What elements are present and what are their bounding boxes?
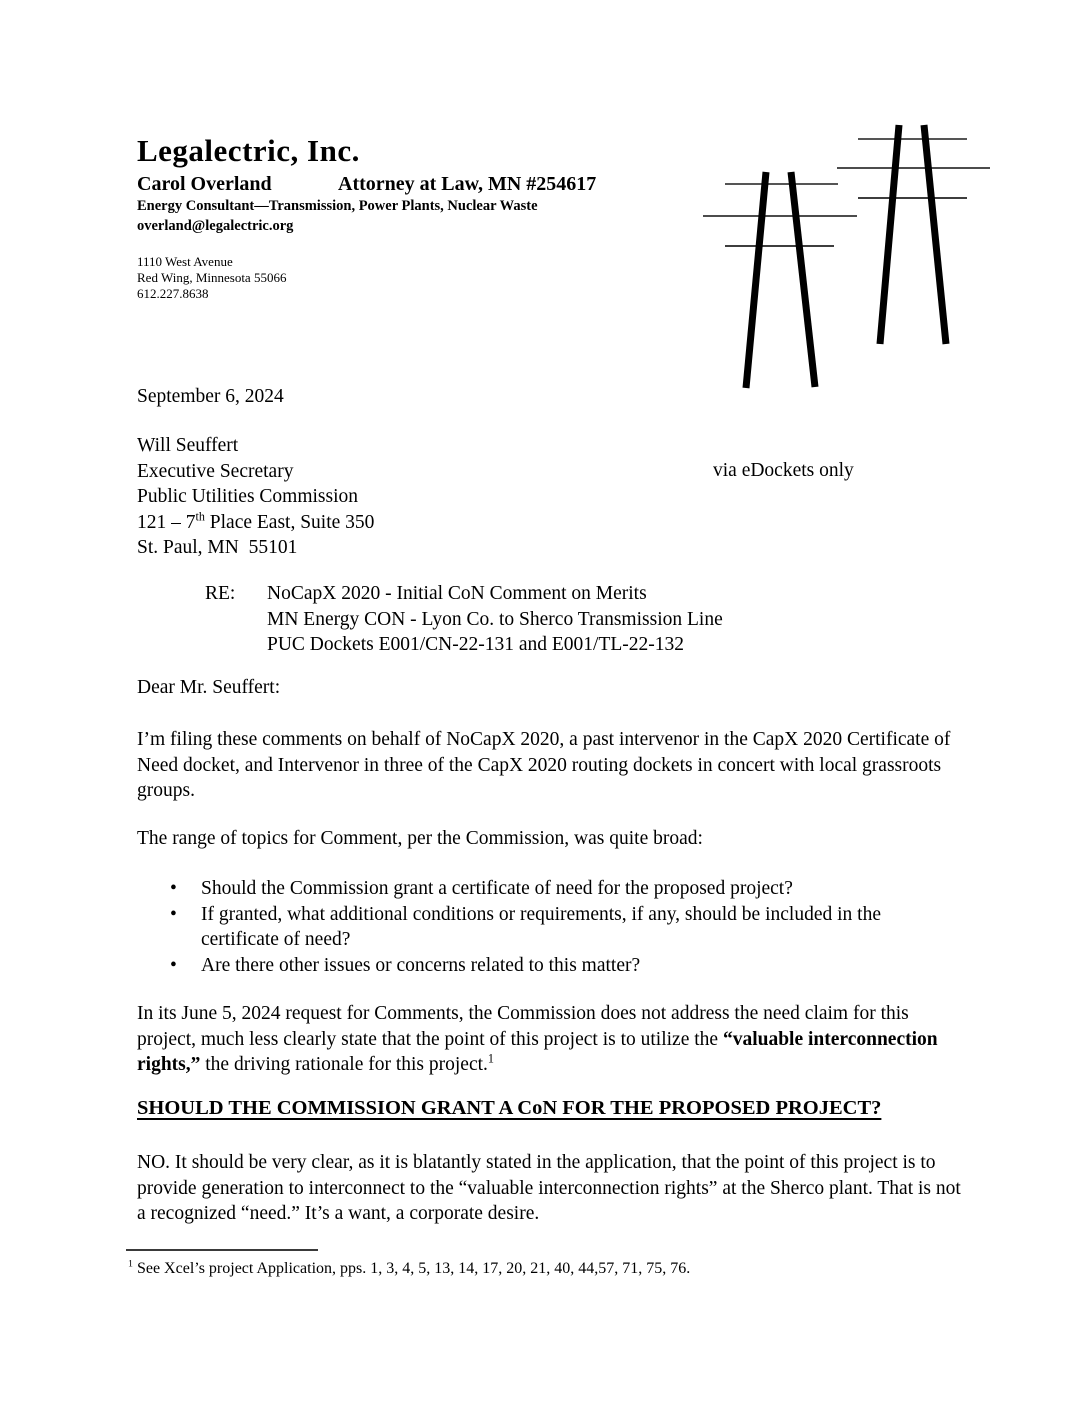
paragraph-answer: NO. It should be very clear, as it is blatantly stated in the application, that the point of this project is to provide generation to interconnect to the “valuable interconnection rights” at the Sherco plant. That is not a recognized “need.” It’s a want, a corporate desire. <box>137 1152 961 1224</box>
footnote <box>128 1258 808 1279</box>
bullet-text: If granted, what additional conditions or requirements, if any, should be included in the certificate of need? <box>201 903 881 950</box>
paragraph-intro: I’m filing these comments on behalf of NoCapX 2020, a past intervenor in the CapX 2020 Certificate of Need docket, and Intervenor in three of the CapX 2020 routing dockets in concert with local grassroots groups. <box>137 729 951 801</box>
topics-bullet-list <box>137 876 937 978</box>
letterhead-address <box>137 254 697 302</box>
attorney-name: Carol Overland <box>137 173 272 195</box>
paragraph-need-claim: In its June 5, 2024 request for Comments, the Commission does not address the need claim for this project, much less clearly state that the point of this project is to utilize the “valuable interconnection rights,” the driving rationale for this project.$^1$ <box>137 1003 938 1075</box>
recipient-name: Will Seuffert <box>137 435 239 456</box>
footnote-text: See Xcel’s project Application, pps. 1, 3, 4, 5, 13, 14, 17, 20, 21, 40, 44,57, 71, 75, 76. <box>132 1260 691 1277</box>
letterhead-street: 1110 West Avenue <box>137 254 233 269</box>
ordinal-superscript: th <box>195 509 205 523</box>
recipient-block <box>137 433 374 561</box>
attorney-title: Attorney at Law, MN #254617 <box>338 173 597 195</box>
bullet-icon: • <box>170 878 177 899</box>
letterhead-tagline: Energy Consultant—Transmission, Power Plants, Nuclear Waste <box>137 198 538 214</box>
re-line: NoCapX 2020 - Initial CoN Comment on Merits <box>267 583 647 604</box>
re-line: PUC Dockets E001/CN-22-131 and E001/TL-22-132 <box>267 634 685 655</box>
footnote-reference: 1 <box>487 1051 494 1066</box>
salutation: Dear Mr. Seuffert: <box>137 677 281 698</box>
letterhead-city: Red Wing, Minnesota 55066 <box>137 270 287 285</box>
section-heading: SHOULD THE COMMISSION GRANT A CoN FOR THE PROPOSED PROJECT? <box>137 1097 882 1119</box>
list-item <box>137 902 937 953</box>
bullet-text: Are there other issues or concerns related to this matter? <box>201 954 641 976</box>
letterhead-email: overland@legalectric.org <box>137 218 294 234</box>
attorney-line <box>137 173 697 197</box>
list-item <box>137 876 937 902</box>
bold-phrase: “valuable interconnection rights,” <box>137 1028 938 1075</box>
bullet-icon: • <box>170 903 177 925</box>
re-label: RE: <box>205 583 236 604</box>
company-name: Legalectric, Inc. <box>137 133 360 168</box>
recipient-street: 121 – 7th Place East, Suite 350 <box>137 509 375 533</box>
footnote-separator <box>126 1249 318 1251</box>
re-line: MN Energy CON - Lyon Co. to Sherco Transmission Line <box>267 608 723 630</box>
delivery-method: via eDockets only <box>713 460 854 481</box>
recipient-org: Public Utilities Commission <box>137 486 359 507</box>
bullet-text: Should the Commission grant a certificate of need for the proposed project? <box>201 878 793 899</box>
paragraph-topics: The range of topics for Comment, per the Commission, was quite broad: <box>137 828 703 849</box>
recipient-city: St. Paul, MN 55101 <box>137 537 298 558</box>
letterhead <box>137 134 697 302</box>
footnote-number: 1 <box>128 1258 133 1270</box>
letter-date: September 6, 2024 <box>137 386 284 407</box>
transmission-towers-icon <box>690 110 1002 402</box>
list-item <box>137 953 937 979</box>
bullet-icon: • <box>170 954 177 976</box>
letterhead-phone: 612.227.8638 <box>137 286 209 301</box>
recipient-title: Executive Secretary <box>137 460 294 482</box>
re-lines <box>267 581 897 658</box>
re-block <box>137 581 897 658</box>
